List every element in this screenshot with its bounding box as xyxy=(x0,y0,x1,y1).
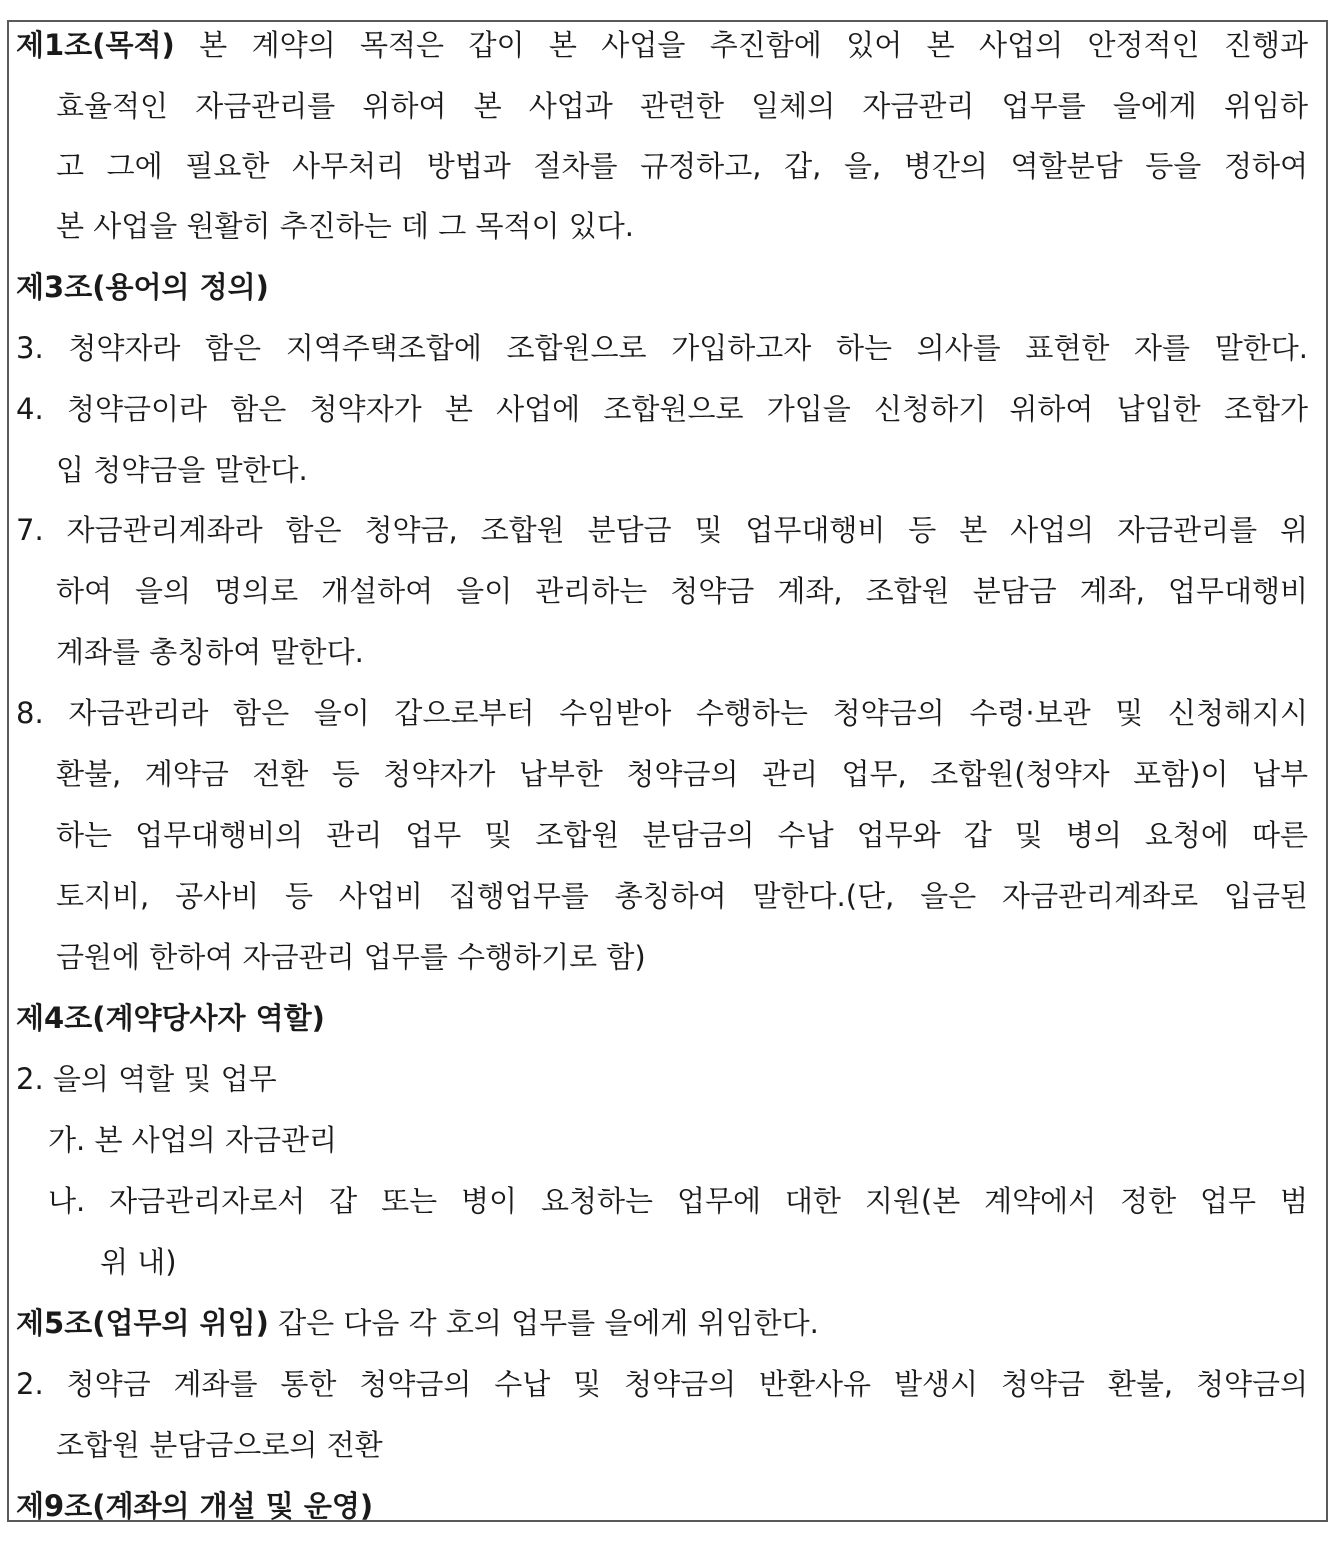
article-5-item-2: 2. 청약금 계좌를 통한 청약금의 수납 및 청약금의 반환사유 발생시 청약금 환불, 청약금의 xyxy=(16,1367,1308,1401)
article-3-item-8-cont-1: 환불, 계약금 전환 등 청약자가 납부한 청약금의 관리 업무, 조합원(청약자 포함)이 납부 xyxy=(56,757,1308,791)
article-4-heading: 제4조(계약당사자 역할) xyxy=(16,1001,325,1035)
article-3-item-4-cont: 입 청약금을 말한다. xyxy=(56,453,308,487)
article-5-intro: 갑은 다음 각 호의 업무를 을에게 위임한다. xyxy=(278,1306,819,1340)
article-1-line-3: 고 그에 필요한 사무처리 방법과 절차를 규정하고, 갑, 을, 병간의 역할분담 등을 정하여 xyxy=(56,149,1308,183)
article-1-intro: 본 계약의 목적은 갑이 본 사업을 추진함에 있어 본 사업의 안정적인 진행과 xyxy=(199,28,1308,62)
article-3-item-7: 7. 자금관리계좌라 함은 청약금, 조합원 분담금 및 업무대행비 등 본 사업의 자금관리를 위 xyxy=(16,513,1308,547)
article-1-line-2: 효율적인 자금관리를 위하여 본 사업과 관련한 일체의 자금관리 업무를 을에게 위임하 xyxy=(56,89,1308,123)
article-4-item-2: 2. 을의 역할 및 업무 xyxy=(16,1062,277,1096)
article-3-item-7-cont-2: 계좌를 총칭하여 말한다. xyxy=(56,635,364,669)
article-5-line-1 xyxy=(16,1293,1308,1354)
article-3-heading: 제3조(용어의 정의) xyxy=(16,270,269,304)
article-3-item-8-cont-2: 하는 업무대행비의 관리 업무 및 조합원 분담금의 수납 업무와 갑 및 병의 요청에 따른 xyxy=(56,818,1308,852)
article-3-item-8: 8. 자금관리라 함은 을이 갑으로부터 수임받아 수행하는 청약금의 수령·보관 및 신청해지시 xyxy=(16,696,1308,730)
article-5-item-2-cont: 조합원 분담금으로의 전환 xyxy=(56,1428,383,1462)
article-1-line-4: 본 사업을 원활히 추진하는 데 그 목적이 있다. xyxy=(56,209,634,243)
article-3-item-8-cont-4: 금원에 한하여 자금관리 업무를 수행하기로 함) xyxy=(56,940,646,974)
article-3-item-7-cont-1: 하여 을의 명의로 개설하여 을이 관리하는 청약금 계좌, 조합원 분담금 계좌, 업무대행비 xyxy=(56,574,1308,608)
article-5-heading: 제5조(업무의 위임) xyxy=(16,1306,269,1340)
article-3-item-4: 4. 청약금이라 함은 청약자가 본 사업에 조합원으로 가입을 신청하기 위하여 납입한 조합가 xyxy=(16,392,1308,426)
article-1-heading: 제1조(목적) xyxy=(16,28,175,62)
article-4-subitem-ga: 가. 본 사업의 자금관리 xyxy=(48,1123,337,1157)
article-1-line-1 xyxy=(16,15,1308,76)
article-4-subitem-na-cont: 위 내) xyxy=(100,1245,177,1279)
article-9-heading: 제9조(계좌의 개설 및 운영) xyxy=(16,1489,374,1523)
article-3-item-3: 3. 청약자라 함은 지역주택조합에 조합원으로 가입하고자 하는 의사를 표현한 자를 말한다. xyxy=(16,331,1308,365)
article-3-item-8-cont-3: 토지비, 공사비 등 사업비 집행업무를 총칭하여 말한다.(단, 을은 자금관리계좌로 입금된 xyxy=(56,879,1308,913)
article-4-subitem-na: 나. 자금관리자로서 갑 또는 병이 요청하는 업무에 대한 지원(본 계약에서 정한 업무 범 xyxy=(48,1184,1308,1218)
